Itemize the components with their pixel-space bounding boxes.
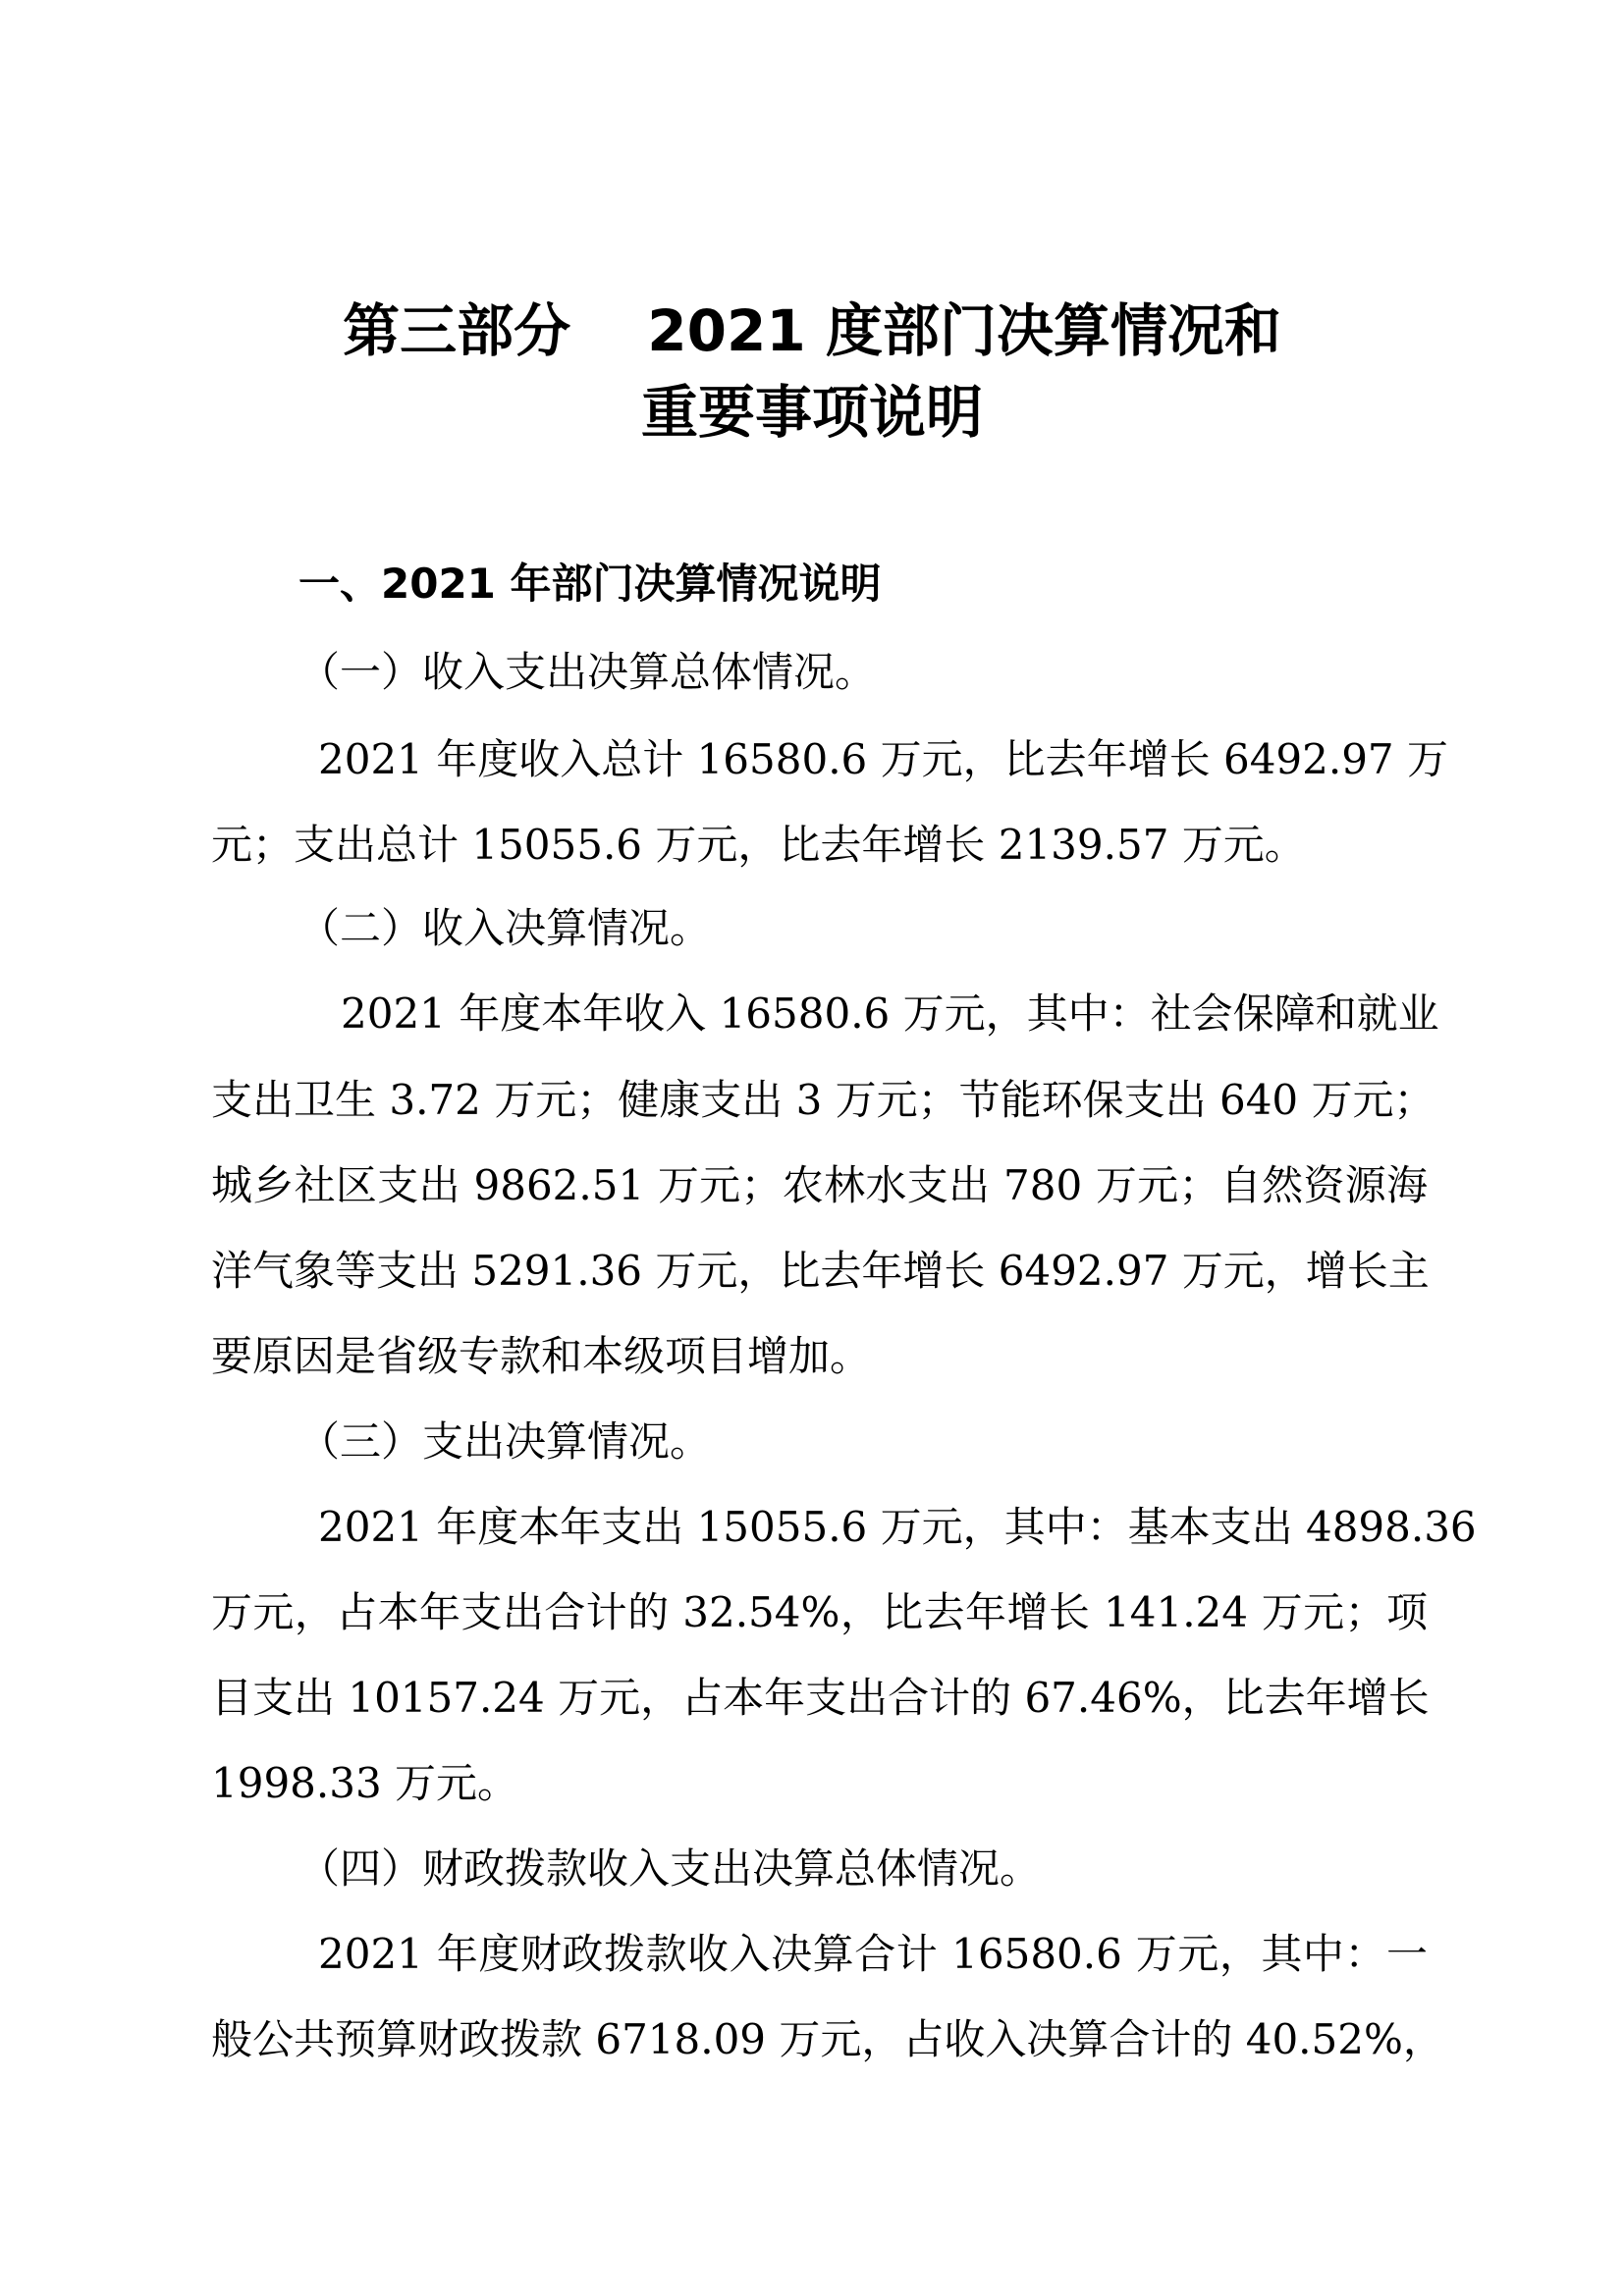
paragraph-line: 2021 年度本年支出 15055.6 万元，其中：基本支出 4898.36 [318, 1503, 1477, 1551]
paragraph-line: 万元，占本年支出合计的 32.54%，比去年增长 141.24 万元；项 [211, 1588, 1428, 1636]
paragraph-line: 2021 年度本年收入 16580.6 万元，其中：社会保障和就业 [341, 989, 1439, 1038]
paragraph-line: 目支出 10157.24 万元，占本年支出合计的 67.46%，比去年增长 [211, 1674, 1430, 1722]
paragraph-line: 城乡社区支出 9862.51 万元；农林水支出 780 万元；自然资源海 [211, 1161, 1428, 1209]
paragraph-line: 2021 年度收入总计 16580.6 万元，比去年增长 6492.97 万 [318, 735, 1449, 783]
paragraph-line: 要原因是省级专款和本级项目增加。 [211, 1332, 872, 1380]
section-heading: 一、2021 年部门决算情况说明 [298, 560, 882, 608]
paragraph-line: 支出卫生 3.72 万元；健康支出 3 万元；节能环保支出 640 万元； [211, 1076, 1435, 1124]
paragraph-line: 1998.33 万元。 [211, 1759, 519, 1807]
subsection-heading: （一）收入支出决算总体情况。 [298, 648, 877, 696]
page-title-line-1: 第三部分 2021 度部门决算情况和 [343, 297, 1281, 364]
paragraph-line: 般公共预算财政拨款 6718.09 万元，占收入决算合计的 40.52%， [211, 2015, 1444, 2063]
paragraph-line: 元；支出总计 15055.6 万元，比去年增长 2139.57 万元。 [211, 821, 1306, 869]
paragraph-line: 洋气象等支出 5291.36 万元，比去年增长 6492.97 万元，增长主 [211, 1247, 1430, 1295]
page-title-line-2: 重要事项说明 [640, 379, 983, 446]
subsection-heading: （三）支出决算情况。 [298, 1417, 712, 1466]
subsection-heading: （二）收入决算情况。 [298, 904, 712, 952]
paragraph-line: 2021 年度财政拨款收入决算合计 16580.6 万元，其中：一 [318, 1930, 1428, 1978]
subsection-heading: （四）财政拨款收入支出决算总体情况。 [298, 1844, 1042, 1893]
